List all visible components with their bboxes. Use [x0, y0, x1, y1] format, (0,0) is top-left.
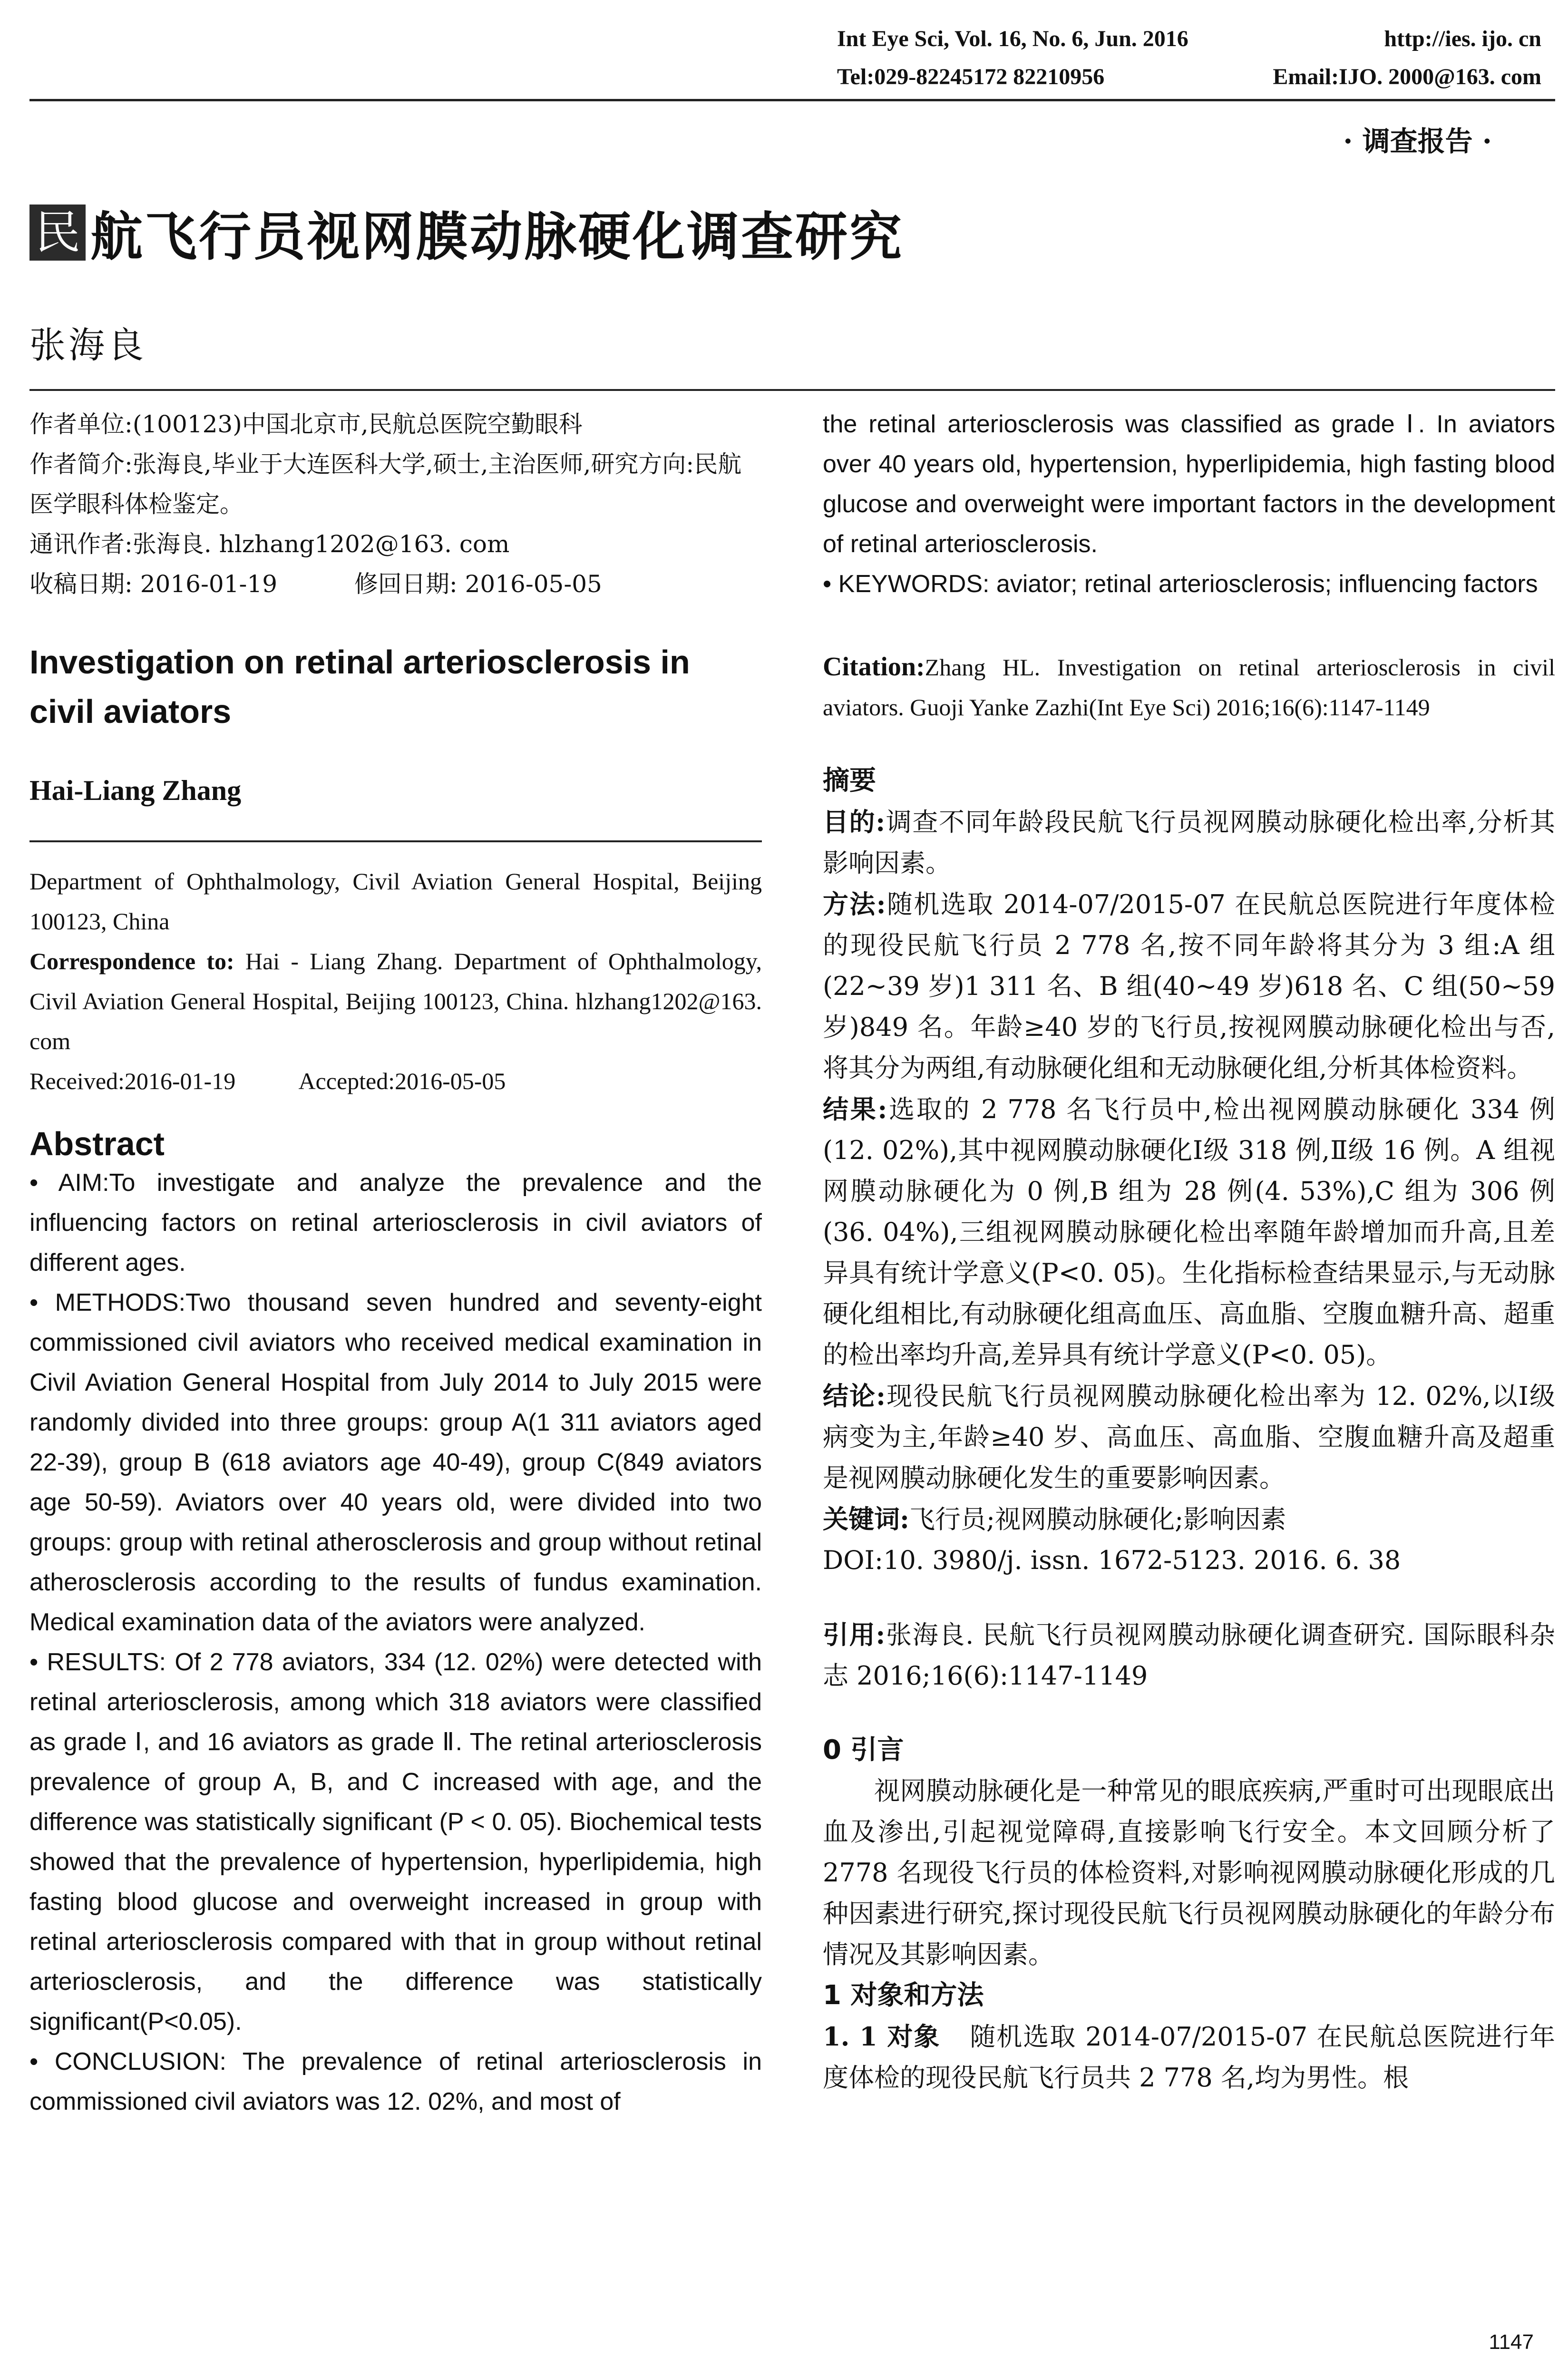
author-name-cn: 张海良 [29, 324, 146, 366]
citation [823, 647, 1555, 727]
correspondence-text: Hai - Liang Zhang. Department of Ophthalmology, Civil Aviation General Hospital, Beijing 100123, China. hlzhang1202@163. com [29, 948, 762, 1054]
results-cn-label: 结果: [823, 1094, 887, 1124]
author-rule [29, 840, 762, 842]
title-text: 航飞行员视网膜动脉硬化调查研究 [90, 206, 904, 267]
abstract-conclusion-cont: the retinal arteriosclerosis was classified as grade Ⅰ. In aviators over 40 years old, hypertension, hyperlipidemia, high fasting blood glucose and overweight were important factors in the development of retinal arteriosclerosis. [823, 410, 1555, 558]
header-url: http://ies. ijo. cn [1384, 26, 1541, 51]
section-1-1-text: 随机选取 2014-07/2015-07 在民航总医院进行年度体检的现役民航飞行员共 2 778 名,均为男性。根 [823, 2022, 1556, 2093]
bio-cn: 作者简介:张海良,毕业于大连医科大学,硕士,主治医师,研究方向:民航医学眼科体检鉴定。 [29, 450, 742, 518]
keywords-cn [823, 1499, 1555, 1540]
citation-cn-label: 引用: [823, 1619, 886, 1650]
abstract-aim: • AIM:To investigate and analyze the prevalence and the influencing factors on retinal arteriosclerosis in civil aviators of different ages. [29, 1169, 762, 1276]
citation-cn [823, 1614, 1555, 1696]
keywords-cn-text: 飞行员;视网膜动脉硬化;影响因素 [909, 1504, 1286, 1534]
english-title: Investigation on retinal arteriosclerosis in civil aviators [29, 643, 690, 730]
section-1-1-label: 1. 1 对象 [823, 2021, 941, 2052]
page-title [29, 195, 904, 270]
section-1-1 [823, 2016, 1555, 2098]
abstract-cn-conclusion [823, 1375, 1555, 1499]
right-column [823, 404, 1555, 2098]
citation-text: Zhang HL. Investigation on retinal arteriosclerosis in civil aviators. Guoji Yanke Zazhi(Int Eye Sci) 2016;16(6):1147-1149 [823, 654, 1555, 721]
left-column [29, 404, 762, 2122]
doi: DOI:10. 3980/j. issn. 1672-5123. 2016. 6. 38 [823, 1545, 1401, 1575]
keywords-cn-label: 关键词: [823, 1504, 909, 1534]
received-date-cn: 收稿日期: 2016-01-19 [29, 570, 278, 598]
department: Department of Ophthalmology, Civil Aviation General Hospital, Beijing 100123, China [29, 868, 762, 935]
intro-paragraph: 视网膜动脉硬化是一种常见的眼底疾病,严重时可出现眼底出血及渗出,引起视觉障碍,直接影响飞行安全。本文回顾分析了 2778 名现役飞行员的体检资料,对影响视网膜动脉硬化形成的几种因素进行研究,探讨现役民航飞行员视网膜动脉硬化的年龄分布情况及其影响因素。 [823, 1776, 1555, 1969]
results-cn-text: 选取的 2 778 名飞行员中,检出视网膜动脉硬化 334 例(12. 02%),其中视网膜动脉硬化Ⅰ级 318 例,Ⅱ级 16 例。A 组视网膜动脉硬化为 0 例,B 组为 28 例(4. 53%),C 组为 306 例(36. 04%),三组视网膜动脉硬化检出率随年龄增加而升高,且差异具有统计学意义(P<0. 05)。生化指标检查结果显示,与无动脉硬化组相比,有动脉硬化组高血压、高血脂、空腹血糖升高、超重的检出率均升高,差异具有统计学意义(P<0. 05)。 [823, 1094, 1556, 1370]
conclusion-cn-label: 结论: [823, 1381, 886, 1411]
section-1-heading: 1 对象和方法 [823, 1980, 984, 2011]
accepted-date-en: Accepted:2016-05-05 [298, 1068, 506, 1094]
title-first-char: 民 [29, 205, 86, 261]
aim-cn-text: 调查不同年龄段民航飞行员视网膜动脉硬化检出率,分析其影响因素。 [823, 807, 1555, 878]
abstract-results: • RESULTS: Of 2 778 aviators, 334 (12. 02%) were detected with retinal arteriosclerosis, among which 318 aviators were classified as grade Ⅰ, and 16 aviators as grade Ⅱ. The retinal arteriosclerosis prevalence of group A, B, and C increased with age, and the difference was statistically significant (P < 0. 05). Biochemical tests showed that the prevalence of hypertension, hyperlipidemia, high fasting blood glucose and overweight increased in group with retinal arteriosclerosis compared with that in group without retinal arteriosclerosis, and the difference was statistically significant(P<0.05). [29, 1648, 762, 2036]
dates-cn [29, 564, 762, 604]
abstract-keywords: • KEYWORDS: aviator; retinal arteriosclerosis; influencing factors [823, 570, 1538, 598]
received-date-en: Received:2016-01-19 [29, 1068, 236, 1094]
abstract-methods: • METHODS:Two thousand seven hundred and seventy-eight commissioned civil aviators who received medical examination in Civil Aviation General Hospital from July 2014 to July 2015 were randomly divided into three groups: group A(1 311 aviators aged 22-39), group B (618 aviators age 40-49), group C(849 aviators age 50-59). Aviators over 40 years old, were divided into two groups: group with retinal atherosclerosis and group without retinal atherosclerosis according to the results of fundus examination. Medical examination data of the aviators were analyzed. [29, 1289, 762, 1636]
section-0-heading: 0 引言 [823, 1734, 904, 1765]
page-number: 1147 [1489, 2330, 1534, 2354]
title-rule [29, 389, 1555, 391]
methods-cn-label: 方法: [823, 889, 886, 919]
citation-cn-text: 张海良. 民航飞行员视网膜动脉硬化调查研究. 国际眼科杂志 2016;16(6):1147-1149 [823, 1620, 1555, 1691]
corresponding-cn: 通讯作者:张海良. hlzhang1202@163. com [29, 530, 510, 558]
abstract-cn-methods [823, 884, 1555, 1089]
conclusion-cn-text: 现役民航飞行员视网膜动脉硬化检出率为 12. 02%,以Ⅰ级病变为主,年龄≥40 岁、高血压、高血脂、空腹血糖升高及超重是视网膜动脉硬化发生的重要影响因素。 [823, 1381, 1555, 1493]
section-label: · 调查报告 · [1343, 125, 1492, 157]
abstract-heading: Abstract [29, 1125, 165, 1162]
abstract-cn-aim [823, 801, 1555, 884]
abstract-cn-heading: 摘要 [823, 765, 876, 796]
aim-cn-label: 目的: [823, 807, 886, 837]
affiliation-cn: 作者单位:(100123)中国北京市,民航总医院空勤眼科 [29, 410, 583, 438]
correspondence [29, 941, 762, 1061]
header-tel: Tel:029-82245172 82210956 [837, 64, 1105, 89]
abstract-cn-results [823, 1089, 1555, 1375]
abstract-conclusion: • CONCLUSION: The prevalence of retinal arteriosclerosis in commissioned civil aviators was 12. 02%, and most of [29, 2048, 762, 2115]
english-author: Hai-Liang Zhang [29, 775, 242, 806]
header-rule [29, 99, 1555, 101]
dates-en [29, 1061, 762, 1101]
methods-cn-text: 随机选取 2014-07/2015-07 在民航总医院进行年度体检的现役民航飞行员 2 778 名,按不同年龄将其分为 3 组:A 组(22~39 岁)1 311 名、B 组(40~49 岁)618 名、C 组(50~59 岁)849 名。年龄≥40 岁的飞行员,按视网膜动脉硬化检出与否,将其分为两组,有动脉硬化组和无动脉硬化组,分析其体检资料。 [823, 889, 1556, 1083]
header-email: Email:IJO. 2000@163. com [1273, 64, 1541, 89]
citation-label: Citation: [823, 652, 925, 682]
revised-date-cn: 修回日期: 2016-05-05 [354, 570, 602, 598]
header-journal-info: Int Eye Sci, Vol. 16, No. 6, Jun. 2016 [837, 26, 1188, 51]
correspondence-label: Correspondence to: [29, 948, 234, 974]
